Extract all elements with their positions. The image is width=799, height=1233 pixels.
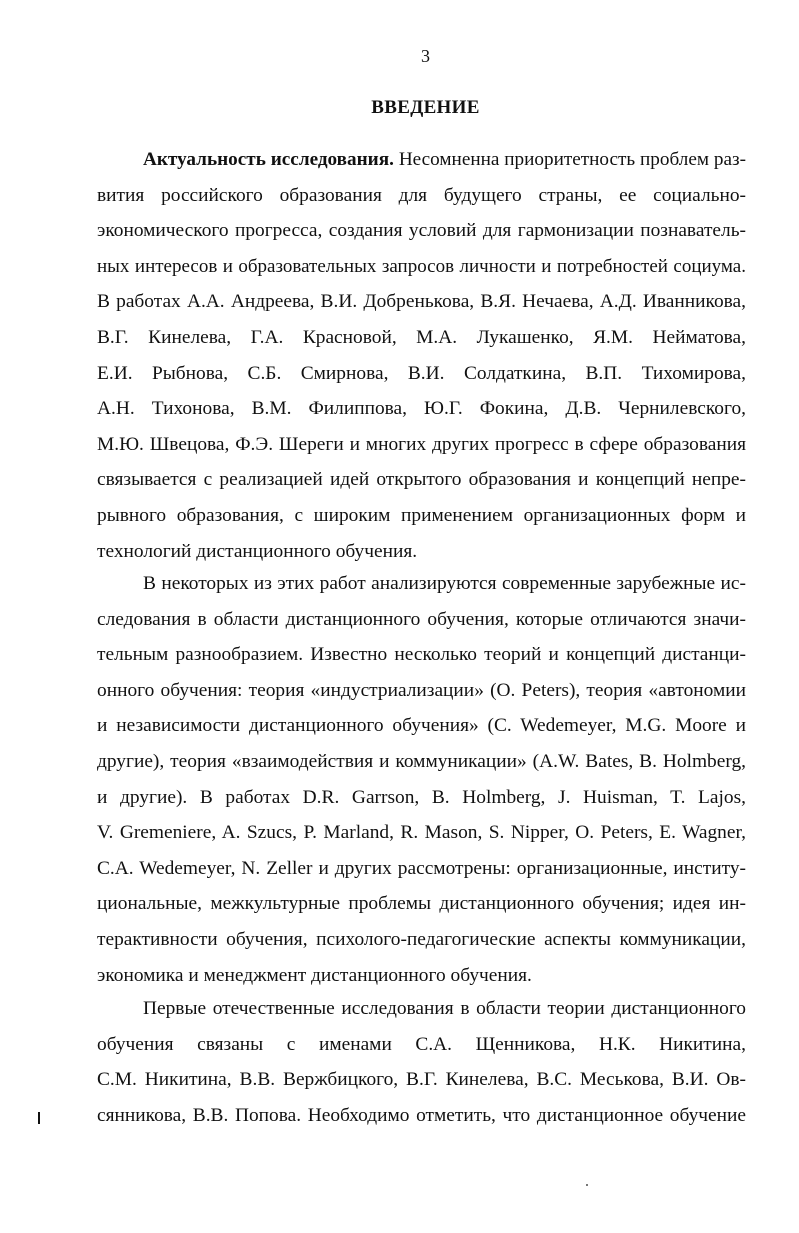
text-line: обучения связаны с именами С.А. Щенникова, Н.К. Никитина, [97,1033,746,1055]
text-line: связывается с реализацией идей открытого образования и концепций непре- [97,469,746,491]
text-line: рывного образования, с широким применением организационных форм и [97,504,746,526]
text-line [97,142,746,178]
text-line: Первые отечественные исследования в области теории дистанционного [143,998,746,1019]
text-line: другие), теория «взаимодействия и коммуникации» (A.W. Bates, B. Holmberg, [97,750,746,772]
page-number: 3 [421,46,430,66]
text-line: онного обучения: теория «индустриализации» (O. Peters), теория «автономии [97,679,746,701]
text-line: М.Ю. Швецова, Ф.Э. Шереги и многих других прогресс в сфере образования [97,433,746,455]
margin-mark [38,1112,40,1124]
paragraph-domestic-research [97,991,746,1133]
text-line: технологий дистанционного обучения. [97,540,418,562]
text-line: и другие). В работах D.R. Garrson, B. Holmberg, J. Huisman, T. Lajos, [97,786,746,808]
text-line: Е.И. Рыбнова, С.Б. Смирнова, В.И. Солдаткина, В.П. Тихомирова, [97,362,746,384]
text-line: вития российского образования для будущего страны, ее социально- [97,184,746,206]
scan-speck [586,1184,588,1186]
text-line: C.A. Wedemeyer, N. Zeller и других рассмотрены: организационные, институ- [97,857,746,879]
text-line: V. Gremeniere, A. Szucs, P. Marland, R. Mason, S. Nipper, O. Peters, E. Wagner, [97,822,746,844]
line-text: Несомненна приоритетность проблем раз- [393,149,746,170]
text-line: сянникова, В.В. Попова. Необходимо отметить, что дистанционное обучение [97,1104,746,1126]
text-line: циональные, межкультурные проблемы дистанционного обучения; идея ин- [97,893,746,915]
text-line: тельным разнообразием. Известно несколько теорий и концепций дистанци- [97,644,746,666]
text-line: В.Г. Кинелева, Г.А. Красновой, М.А. Лукашенко, Я.М. Нейматова, [97,326,746,348]
paragraph-lead: Актуальность исследования. [143,149,394,170]
text-line: терактивности обучения, психолого-педагогические аспекты коммуникации, [97,928,746,950]
section-heading: ВВЕДЕНИЕ [371,97,480,118]
paragraph-foreign-research [97,566,746,993]
text-line: экономического прогресса, создания условий для гармонизации познаватель- [97,220,746,242]
text-line: С.М. Никитина, В.В. Вержбицкого, В.Г. Кинелева, В.С. Меськова, В.И. Ов- [97,1069,746,1091]
text-line: ных интересов и образовательных запросов личности и потребностей социума. [97,255,746,277]
text-line: и независимости дистанционного обучения» (C. Wedemeyer, M.G. Moore и [97,715,746,737]
text-line: А.Н. Тихонова, В.М. Филиппова, Ю.Г. Фокина, Д.В. Чернилевского, [97,398,746,420]
text-line: экономика и менеджмент дистанционного обучения. [97,964,532,986]
text-line: следования в области дистанционного обучения, которые отличаются значи- [97,608,746,630]
paragraph-relevance [97,142,746,569]
text-line: В некоторых из этих работ анализируются современные зарубежные ис- [143,573,746,594]
text-line: В работах А.А. Андреева, В.И. Добренькова, В.Я. Нечаева, А.Д. Иванникова, [97,291,746,313]
